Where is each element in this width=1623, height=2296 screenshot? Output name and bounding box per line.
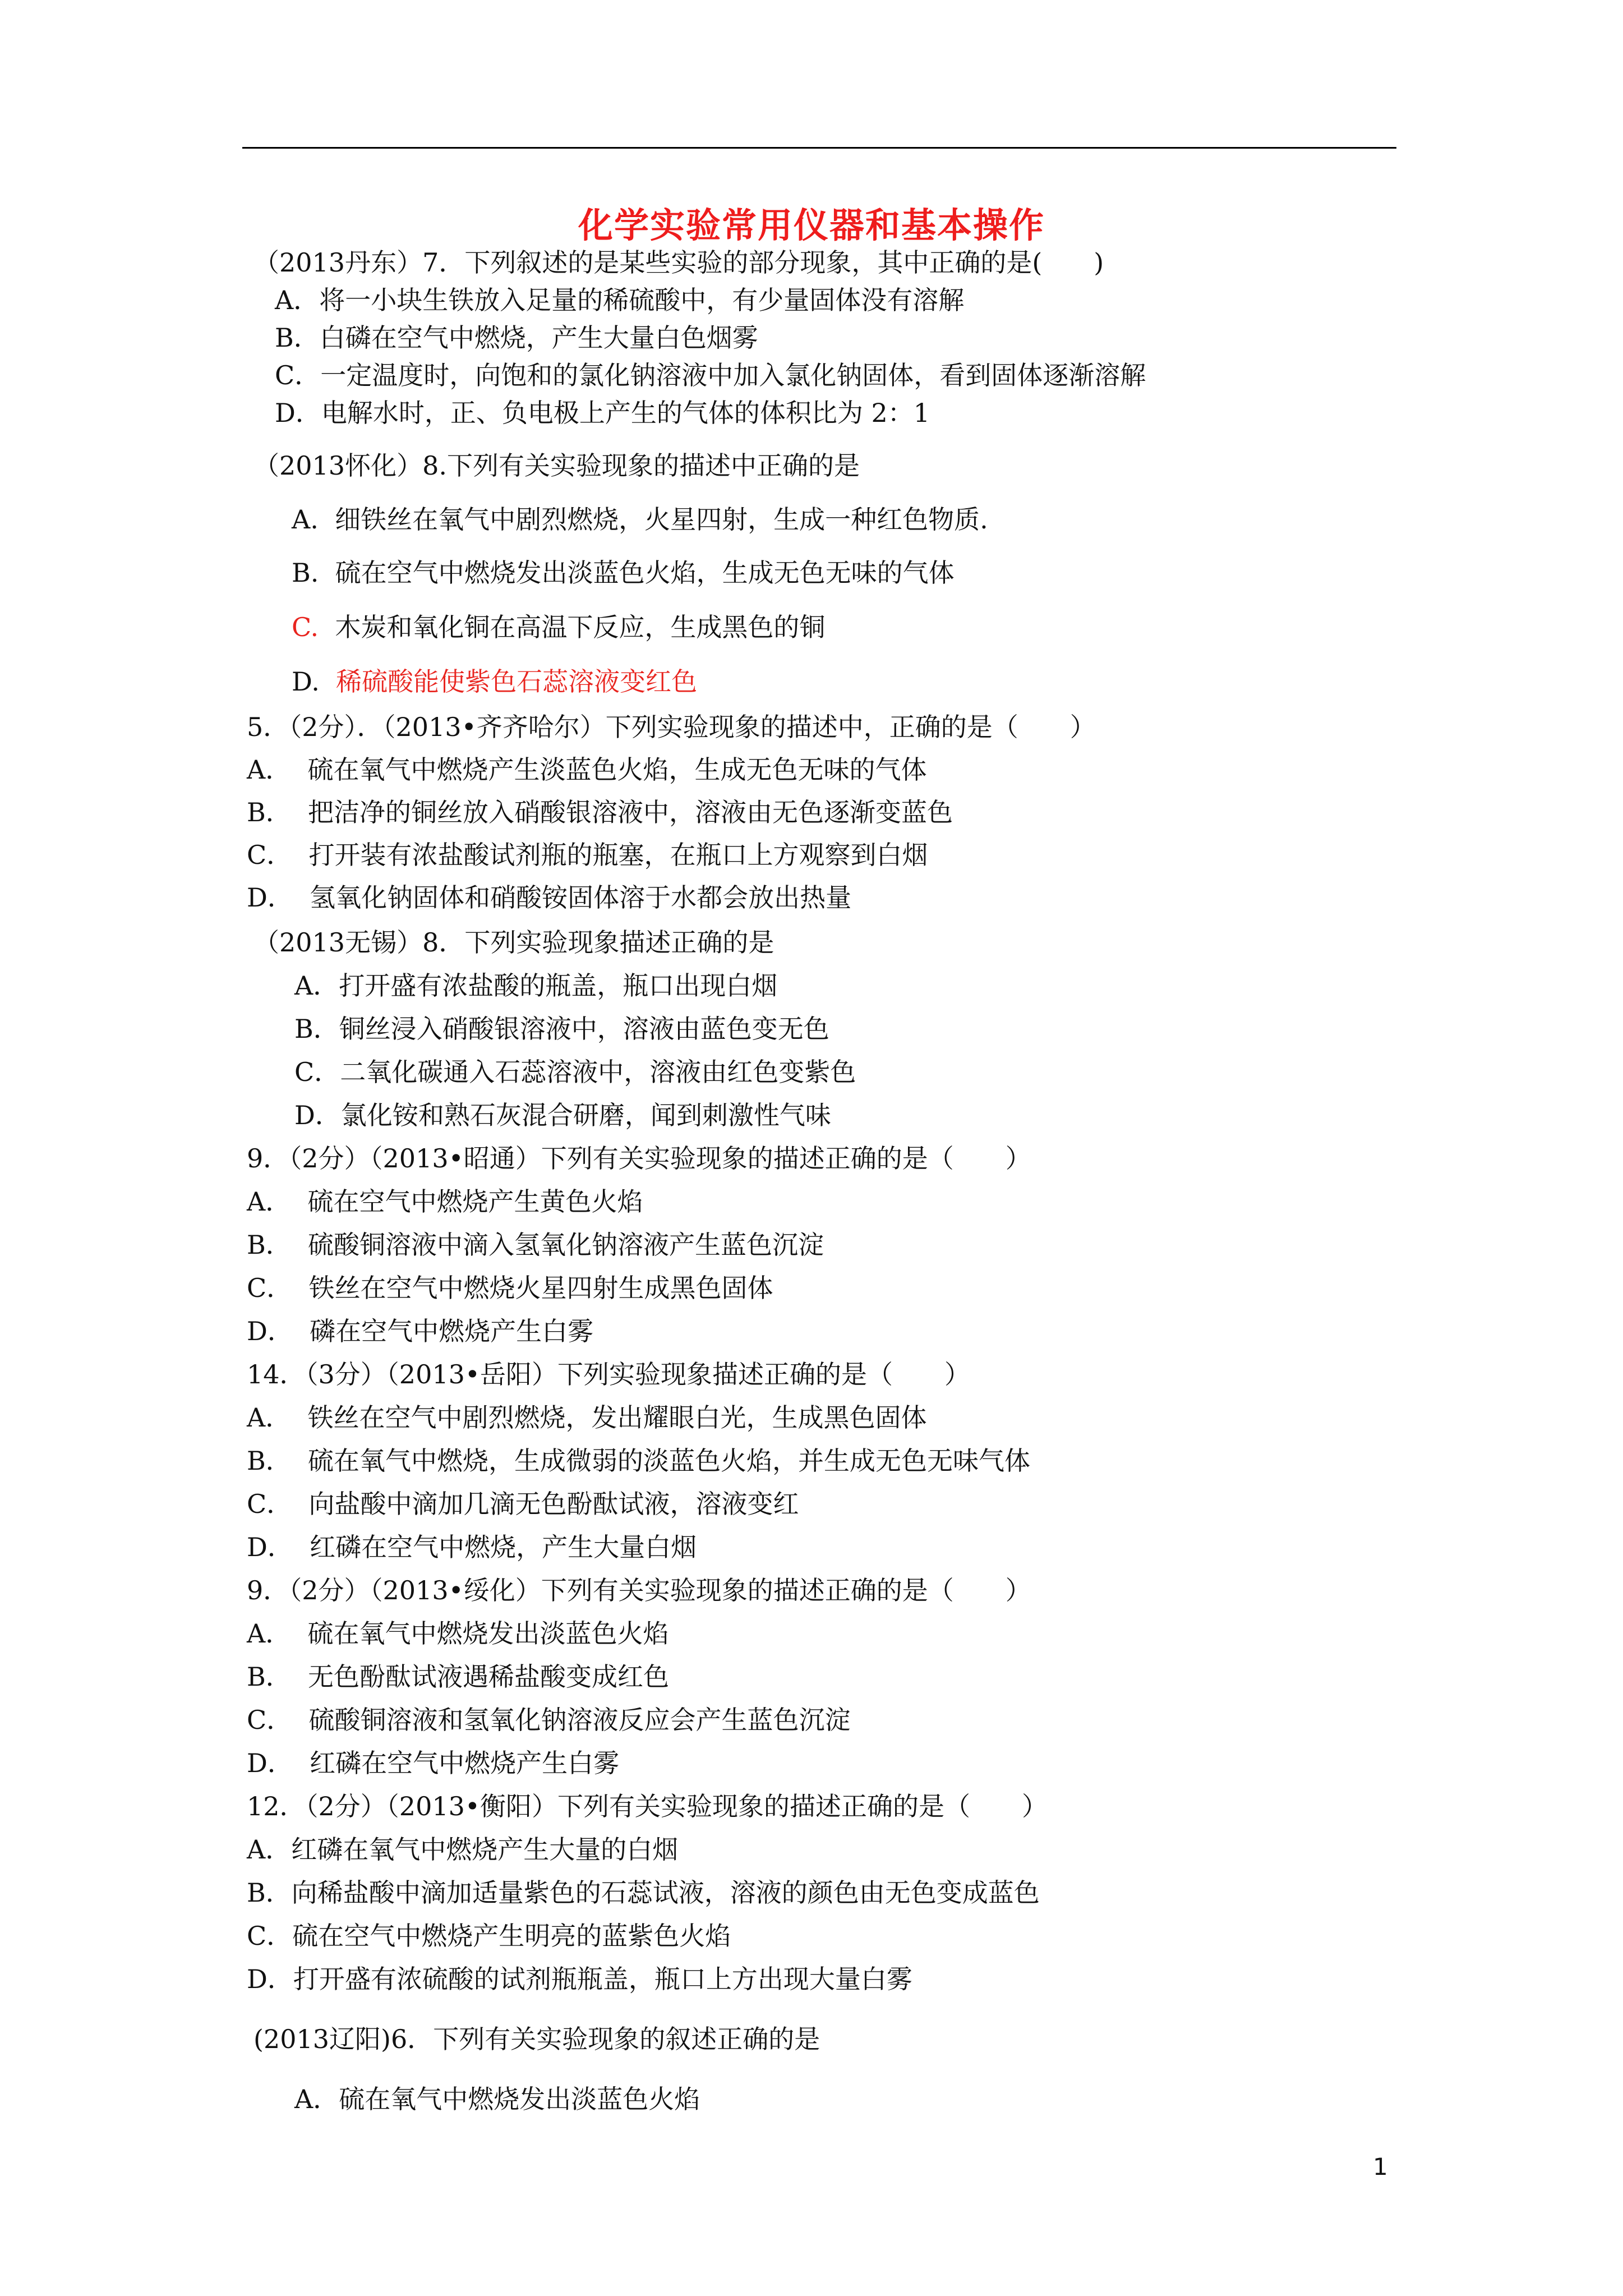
q3-stem: 5．（2分）．（2013•齐齐哈尔）下列实验现象的描述中，正确的是（ ）: [247, 712, 1096, 742]
q1-option-c: C．一定温度时，向饱和的氯化钠溶液中加入氯化钠固体，看到固体逐渐溶解: [275, 360, 1146, 390]
q4-option-c: C．二氧化碳通入石蕊溶液中，溶液由红色变紫色: [294, 1057, 856, 1087]
q3-option-a: A． 硫在氧气中燃烧产生淡蓝色火焰，生成无色无味的气体: [247, 754, 927, 785]
q7-stem: 9．（2分）（2013•绥化）下列有关实验现象的描述正确的是（ ）: [247, 1575, 1031, 1605]
q6-option-c: C． 向盐酸中滴加几滴无色酚酞试液，溶液变红: [247, 1489, 799, 1519]
q2-option-a: A. 细铁丝在氧气中剧烈燃烧，火星四射，生成一种红色物质.: [292, 504, 988, 535]
q9-stem: (2013辽阳)6．下列有关实验现象的叙述正确的是: [253, 2024, 820, 2054]
q7-option-c: C． 硫酸铜溶液和氢氧化钠溶液反应会产生蓝色沉淀: [247, 1705, 851, 1735]
q8-option-b: B．向稀盐酸中滴加适量紫色的石蕊试液，溶液的颜色由无色变成蓝色: [247, 1878, 1040, 1908]
q1-option-d: D．电解水时，正、负电极上产生的气体的体积比为 2：1: [275, 398, 930, 428]
q2-option-d-text: 稀硫酸能使紫色石蕊溶液变红色: [336, 666, 698, 697]
q8-option-c: C．硫在空气中燃烧产生明亮的蓝紫色火焰: [247, 1921, 731, 1951]
q2-option-b: B. 硫在空气中燃烧发出淡蓝色火焰，生成无色无味的气体: [292, 558, 955, 588]
q4-option-d: D．氯化铵和熟石灰混合研磨，闻到刺激性气味: [294, 1100, 831, 1130]
q3-option-d: D． 氢氧化钠固体和硝酸铵固体溶于水都会放出热量: [247, 882, 852, 913]
q3-option-b: B． 把洁净的铜丝放入硝酸银溶液中，溶液由无色逐渐变蓝色: [247, 797, 953, 827]
q1-option-a: A．将一小块生铁放入足量的稀硫酸中，有少量固体没有溶解: [275, 285, 965, 315]
q8-option-d: D．打开盛有浓硫酸的试剂瓶瓶盖，瓶口上方出现大量白雾: [247, 1964, 912, 1994]
q7-option-b: B． 无色酚酞试液遇稀盐酸变成红色: [247, 1662, 670, 1692]
q8-option-a: A．红磷在氧气中燃烧产生大量的白烟: [247, 1834, 679, 1865]
q2-option-c: [292, 610, 825, 644]
q7-option-d: D． 红磷在空气中燃烧产生白雾: [247, 1748, 620, 1778]
q5-option-a: A． 硫在空气中燃烧产生黄色火焰: [247, 1186, 643, 1217]
q4-option-a: A．打开盛有浓盐酸的瓶盖，瓶口出现白烟: [294, 970, 778, 1001]
q6-option-a: A． 铁丝在空气中剧烈燃烧，发出耀眼白光，生成黑色固体: [247, 1402, 927, 1433]
q4-stem: （2013无锡）8．下列实验现象描述正确的是: [253, 927, 774, 958]
page-title: 化学实验常用仪器和基本操作: [578, 205, 1045, 246]
q2-option-d-letter: D.: [292, 666, 336, 697]
q8-stem: 12．（2分）（2013•衡阳）下列有关实验现象的描述正确的是（ ）: [247, 1791, 1048, 1821]
q4-option-b: B．铜丝浸入硝酸银溶液中，溶液由蓝色变无色: [294, 1014, 829, 1044]
q5-option-b: B． 硫酸铜溶液中滴入氢氧化钠溶液产生蓝色沉淀: [247, 1230, 824, 1260]
q6-option-b: B． 硫在氧气中燃烧，生成微弱的淡蓝色火焰，并生成无色无味气体: [247, 1446, 1031, 1476]
q2-stem: （2013怀化）8.下列有关实验现象的描述中正确的是: [253, 450, 860, 481]
q1-option-b: B．白磷在空气中燃烧，产生大量白色烟雾: [275, 323, 758, 353]
q2-option-d: [292, 665, 697, 698]
q5-stem: 9．（2分）（2013•昭通）下列有关实验现象的描述正确的是（ ）: [247, 1143, 1031, 1174]
q5-option-d: D． 磷在空气中燃烧产生白雾: [247, 1316, 594, 1346]
page-number: 1: [1373, 2153, 1388, 2180]
q2-option-c-text: 木炭和氧化铜在高温下反应，生成黑色的铜: [319, 612, 826, 642]
q3-option-c: C． 打开装有浓盐酸试剂瓶的瓶塞，在瓶口上方观察到白烟: [247, 840, 928, 870]
q2-option-c-letter: C.: [292, 612, 319, 642]
q1-stem: （2013丹东）7．下列叙述的是某些实验的部分现象，其中正确的是( ): [253, 247, 1104, 278]
q9-option-a: A．硫在氧气中燃烧发出淡蓝色火焰: [294, 2084, 700, 2114]
q6-stem: 14．（3分）（2013•岳阳）下列实验现象描述正确的是（ ）: [247, 1359, 970, 1389]
q5-option-c: C． 铁丝在空气中燃烧火星四射生成黑色固体: [247, 1273, 773, 1303]
q7-option-a: A． 硫在氧气中燃烧发出淡蓝色火焰: [247, 1618, 669, 1649]
header-rule: [242, 147, 1396, 149]
q6-option-d: D． 红磷在空气中燃烧，产生大量白烟: [247, 1532, 697, 1562]
